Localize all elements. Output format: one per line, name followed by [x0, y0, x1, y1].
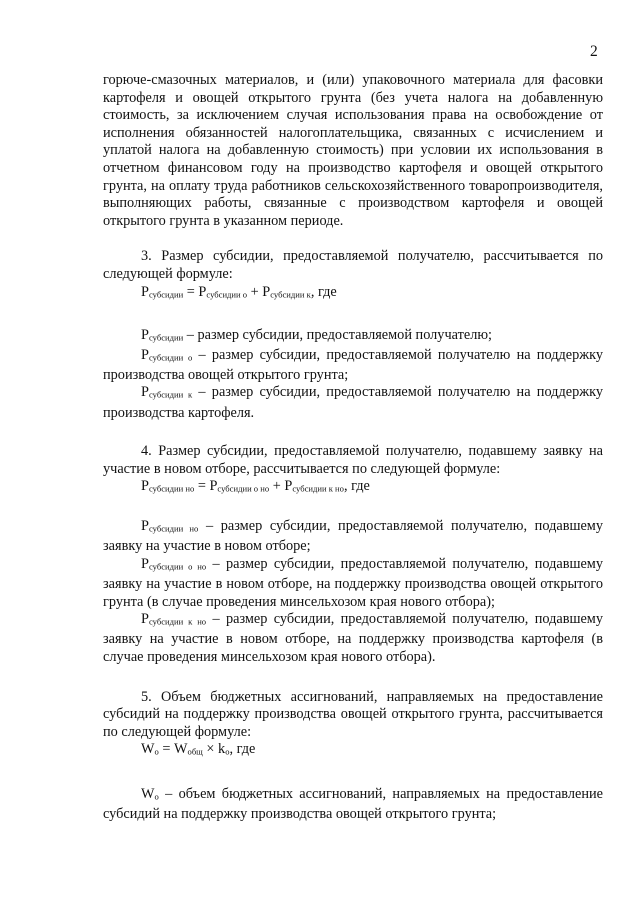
definition-item: [103, 786, 603, 824]
formula-symbol: P: [141, 478, 149, 495]
formula-symbol: P: [198, 283, 207, 300]
formula-operator: +: [247, 283, 263, 300]
definition-subscript: о: [154, 791, 159, 801]
definition-item: [103, 611, 603, 666]
formula-symbol: P: [141, 283, 149, 300]
formula-subscript: субсидии: [148, 289, 184, 300]
definition-symbol: P: [141, 556, 149, 573]
formula-subscript: субсидии к: [270, 289, 311, 300]
intro-paragraph: горюче-смазочных материалов, и (или) упаковочного материала для фасовки картофеля и овощей открытого грунта (без учета налога на добавленную стоимость, за исключением случая использования права на освобождение от исполнения обязанностей налогоплательщика, связанных с исчислением и уплатой налога на добавленную стоимость) при условии их использования в отчетном финансовом году на производство картофеля и овощей открытого грунта, на оплату труда работников сельскохозяйственного товаропроизводителя, выполняющих работы, связанные с производством картофеля и овощей открытого грунта в указанном периоде.: [103, 72, 603, 229]
definition-subscript: субсидии: [148, 332, 184, 343]
section-3-paragraph: 3. Размер субсидии, предоставляемой получателю, рассчитывается по следующей формуле:: [103, 248, 603, 282]
definition-text: – размер субсидии, предоставляемой получателю на поддержку производства картофеля.: [103, 384, 603, 421]
definition-symbol: P: [141, 518, 149, 535]
definition-text: – размер субсидии, предоставляемой получателю, подавшему заявку на участие в новом отборе, на поддержку производства картофеля (в случае проведения минсельхозом края нового отбора).: [103, 611, 604, 666]
formula-symbol: P: [209, 478, 218, 495]
formula-subscript: субсидии о: [206, 289, 248, 300]
formula-operator: =: [158, 741, 175, 758]
definition-symbol: P: [141, 611, 149, 628]
definition-text: – объем бюджетных ассигнований, направляемых на предоставление субсидий на поддержку производства овощей открытого грунта;: [103, 785, 603, 822]
formula-5: [103, 741, 603, 761]
definition-subscript: субсидии к но: [148, 616, 207, 627]
definition-item: [103, 384, 603, 422]
formula-symbol: P: [284, 478, 293, 495]
formula-symbol: W: [174, 741, 188, 758]
definition-subscript: субсидии к: [148, 389, 193, 400]
definition-symbol: P: [141, 326, 149, 343]
definition-symbol: P: [141, 346, 149, 363]
formula-symbol: k: [218, 741, 226, 758]
formula-tail: , где: [343, 478, 370, 495]
section-4-paragraph: 4. Размер субсидии, предоставляемой получателю, подавшему заявку на участие в новом отборе, рассчитывается по следующей формуле:: [103, 443, 603, 477]
definition-symbol: W: [141, 785, 155, 802]
formula-tail: , где: [310, 283, 337, 300]
definition-text: – размер субсидии, предоставляемой получателю, подавшему заявку на участие в новом отборе, на поддержку производства овощей открытого грунта (в случае проведения минсельхозом края нового отбора);: [103, 556, 604, 610]
definition-subscript: субсидии но: [148, 523, 199, 534]
document-content: [103, 72, 603, 823]
definition-item: [103, 327, 603, 347]
definition-subscript: субсидии о: [148, 352, 193, 363]
formula-tail: , где: [229, 741, 256, 758]
definition-subscript: субсидии о но: [148, 561, 207, 572]
definition-text: – размер субсидии, предоставляемой получателю;: [183, 326, 492, 343]
formula-operator: =: [183, 283, 199, 300]
formula-3: [103, 284, 603, 304]
definition-item: [103, 556, 603, 611]
formula-operator: +: [269, 478, 285, 495]
definition-text: – размер субсидии, предоставляемой получателю, подавшему заявку на участие в новом отборе;: [103, 518, 603, 555]
formula-subscript: субсидии к но: [292, 483, 344, 494]
definition-symbol: P: [141, 384, 149, 401]
definition-item: [103, 518, 603, 556]
formula-symbol: W: [141, 741, 155, 758]
formula-subscript: общ: [187, 746, 203, 757]
formula-subscript: о: [154, 746, 159, 757]
page-number: 2: [590, 43, 598, 60]
formula-4: [103, 478, 603, 498]
formula-operator: ×: [202, 741, 219, 758]
formula-subscript: субсидии но: [148, 483, 195, 494]
formula-symbol: P: [262, 283, 271, 300]
formula-operator: =: [194, 478, 210, 495]
section-5-paragraph: 5. Объем бюджетных ассигнований, направляемых на предоставление субсидий на поддержку производства овощей открытого грунта, рассчитывается по следующей формуле:: [103, 688, 603, 740]
definition-text: – размер субсидии, предоставляемой получателю на поддержку производства овощей открытого грунта;: [103, 346, 604, 383]
formula-subscript: субсидии о но: [217, 483, 270, 494]
definition-item: [103, 347, 603, 385]
formula-subscript: о: [225, 746, 230, 757]
